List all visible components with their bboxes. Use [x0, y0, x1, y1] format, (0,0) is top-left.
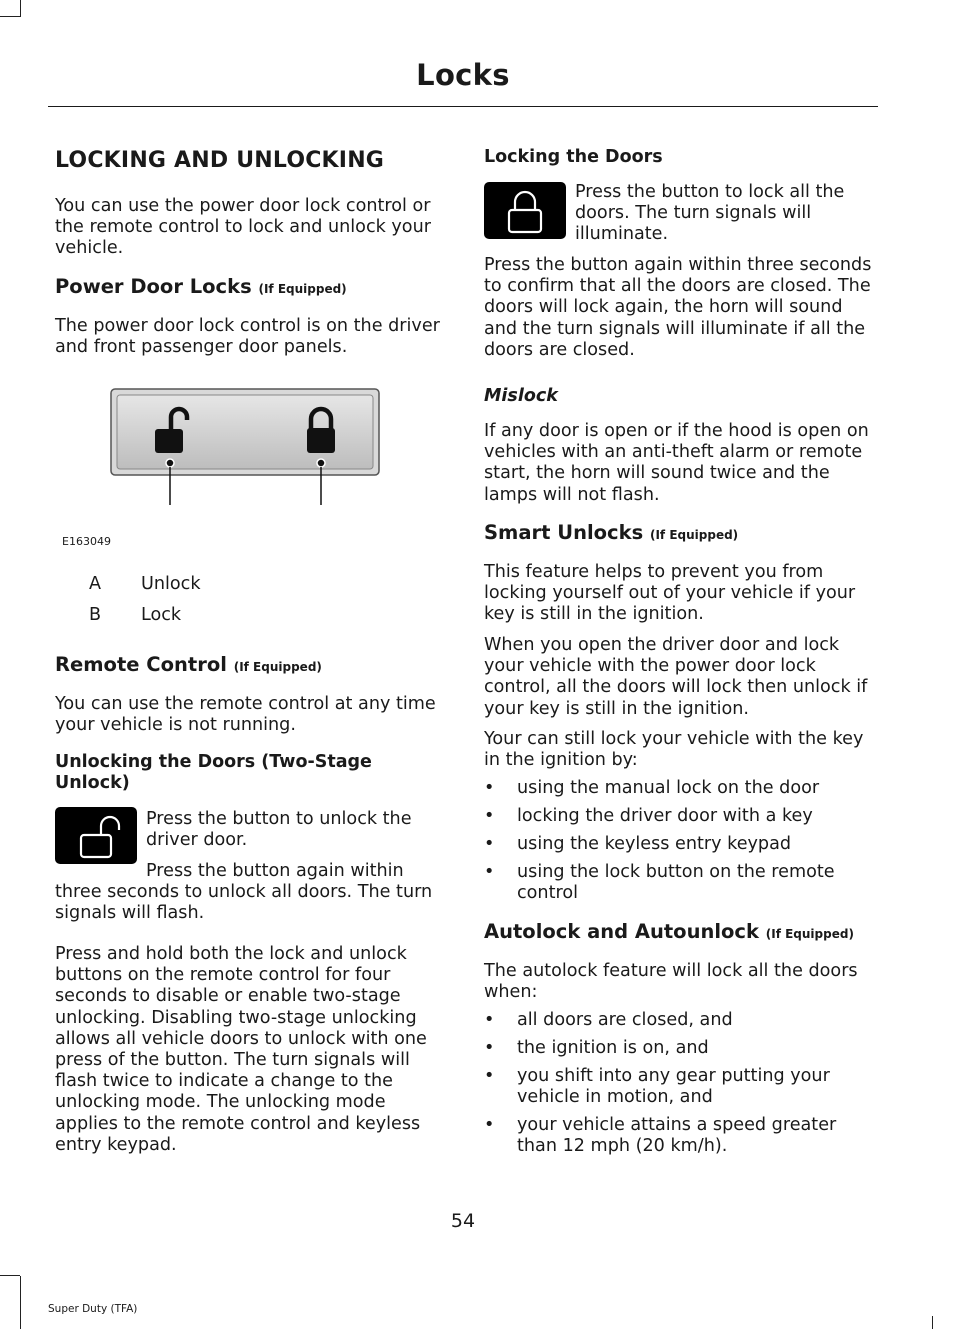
list-item-text: using the manual lock on the door [517, 778, 820, 798]
footer-text: Super Duty (TFA) [48, 1303, 138, 1315]
unlock-p2: Press the button again within three seconds to unlock all doors. The turn signals will flash. [55, 861, 433, 924]
remote-control-heading [55, 653, 322, 676]
crop-mark [0, 16, 20, 17]
page-number: 54 [450, 1210, 476, 1232]
locking-doors-heading: Locking the Doors [484, 147, 663, 167]
equipped-note: (If Equipped) [233, 660, 322, 674]
intro-text: You can use the power door lock control or the remote control to lock and unlock your vehicle. [55, 196, 431, 259]
crop-mark [20, 0, 21, 17]
list-item-text: you shift into any gear putting your vehicle in motion, and [517, 1066, 830, 1108]
smart-unlocks-heading [484, 521, 738, 544]
autolock-heading [484, 920, 854, 943]
power-door-locks-text: The power door lock control is on the driver and front passenger door panels. [55, 316, 440, 358]
power-door-locks-heading [55, 275, 347, 298]
bullet-mark: • [484, 1010, 495, 1030]
unlock-p1: Press the button to unlock the driver door. [146, 809, 412, 851]
heading-text: Smart Unlocks [484, 521, 644, 544]
list-item-text: locking the driver door with a key [517, 806, 813, 826]
remote-control-text: You can use the remote control at any time your vehicle is not running. [55, 694, 436, 736]
key-label: Lock [141, 605, 182, 625]
unlocking-doors-heading: Unlocking the Doors (Two-Stage Unlock) [55, 752, 372, 793]
crop-mark [20, 1276, 21, 1329]
smart-unlocks-p2: When you open the driver door and lock your vehicle with the power door lock control, all the doors will lock then unlock if your key is still in the ignition. [484, 635, 868, 719]
heading-text: Autolock and Autounlock [484, 920, 759, 943]
lock-p1: Press the button to lock all the doors. The turn signals will illuminate. [575, 182, 845, 245]
smart-unlocks-p3: Your can still lock your vehicle with the key in the ignition by: [484, 729, 864, 771]
bullet-mark: • [484, 1115, 495, 1135]
equipped-note: (If Equipped) [649, 528, 739, 542]
header-divider [48, 106, 878, 107]
page-header-title: Locks [416, 58, 510, 92]
unlock-button-icon [55, 807, 137, 864]
mislock-text: If any door is open or if the hood is open on vehicles with an anti-theft alarm or remote start, the horn will sound twice and the lamps will not flash. [484, 421, 869, 505]
crop-mark [932, 1316, 933, 1329]
list-item-text: your vehicle attains a speed greater than 12 mph (20 km/h). [517, 1115, 837, 1157]
autolock-text: The autolock feature will lock all the doors when: [484, 961, 858, 1003]
door-lock-switch-figure [108, 386, 383, 506]
figure-code: E163049 [62, 535, 111, 548]
bullet-mark: • [484, 1066, 495, 1086]
smart-unlocks-p1: This feature helps to prevent you from locking yourself out of your vehicle if your key is still in the ignition. [484, 562, 856, 625]
figure-key-row [89, 574, 389, 596]
equipped-note: (If Equipped) [765, 927, 854, 941]
bullet-mark: • [484, 862, 495, 882]
key-label: Unlock [141, 574, 201, 594]
list-item-text: using the lock button on the remote control [517, 862, 835, 904]
bullet-mark: • [484, 806, 495, 826]
unlock-p3: Press and hold both the lock and unlock buttons on the remote control for four seconds to disable or enable two-stage unlocking. Disabling two-stage unlocking allows all vehicle doors to unlock with one press of the button. The turn signals will flash twice to indicate a change to the unlocking mode. The unlocking mode applies to the remote control and keyless entry keypad. [55, 944, 427, 1155]
crop-mark [0, 1275, 20, 1276]
section-title: LOCKING AND UNLOCKING [55, 148, 385, 173]
lock-p2: Press the button again within three seconds to confirm that all the doors are closed. The doors will lock again, the horn will sound and the turn signals will illuminate if all the doors are closed. [484, 255, 872, 360]
heading-text: Remote Control [55, 653, 227, 676]
mislock-heading: Mislock [484, 386, 558, 406]
list-item-text: the ignition is on, and [517, 1038, 709, 1058]
key-letter: A [89, 574, 102, 594]
key-letter: B [89, 605, 102, 625]
list-item-text: all doors are closed, and [517, 1010, 733, 1030]
figure-key-row [89, 605, 389, 627]
list-item-text: using the keyless entry keypad [517, 834, 792, 854]
bullet-mark: • [484, 834, 495, 854]
equipped-note: (If Equipped) [258, 282, 347, 296]
bullet-mark: • [484, 778, 495, 798]
heading-text: Power Door Locks [55, 275, 252, 298]
lock-button-icon [484, 182, 566, 239]
bullet-mark: • [484, 1038, 495, 1058]
